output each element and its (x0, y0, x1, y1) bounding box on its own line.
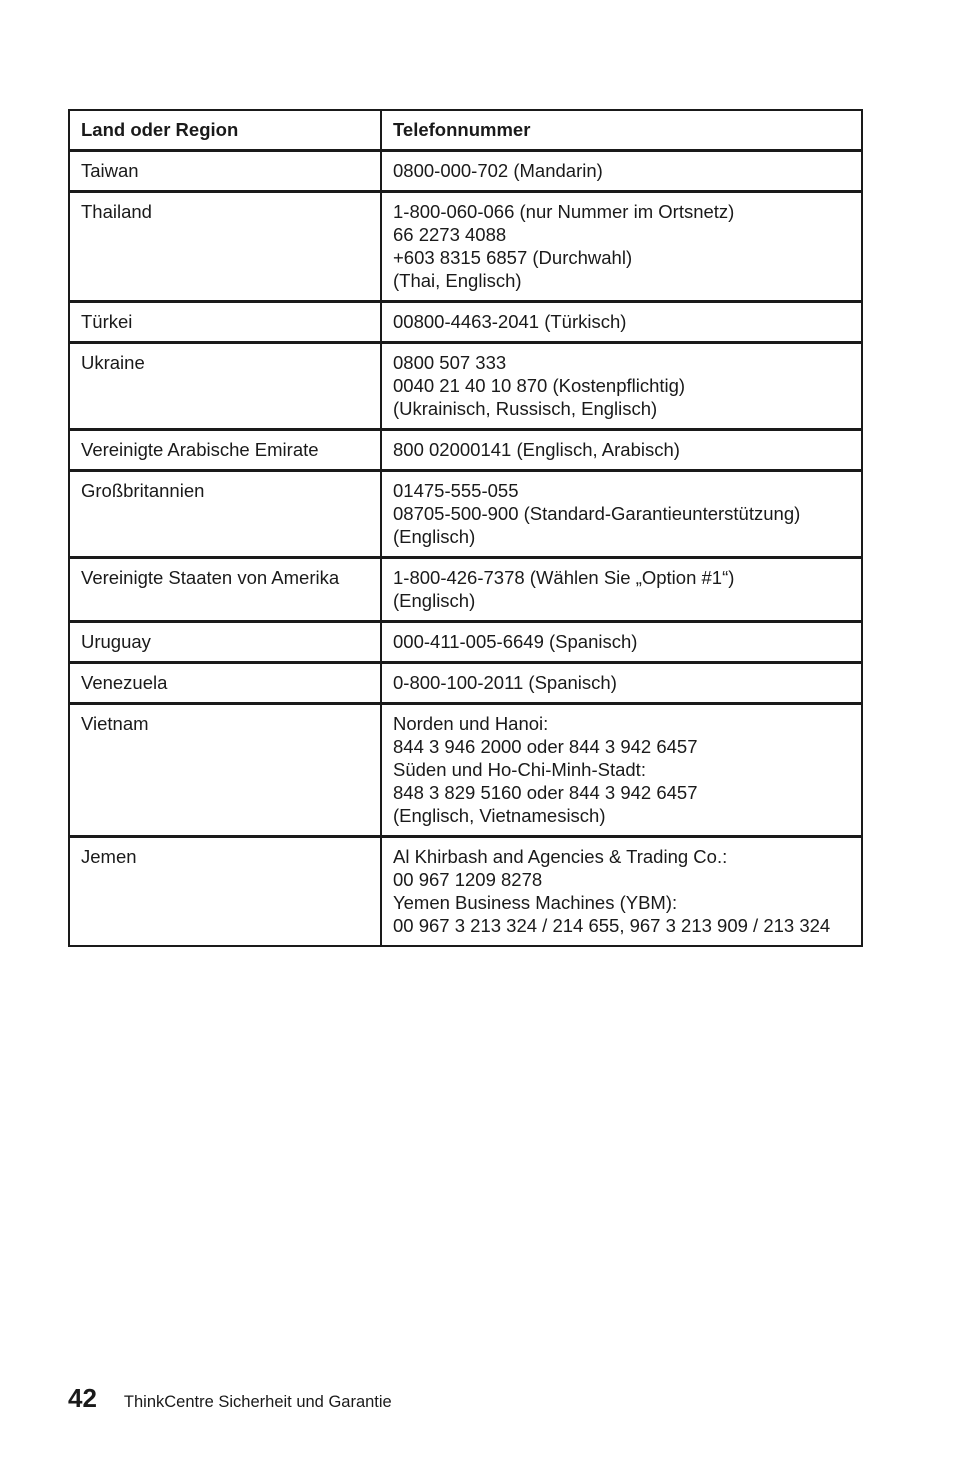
country-cell: Ukraine (69, 343, 381, 430)
country-cell: Jemen (69, 837, 381, 947)
phone-line: 08705-500-900 (Standard-Garantieunterstützung) (393, 503, 801, 524)
phone-line: 848 3 829 5160 oder 844 3 942 6457 (393, 782, 698, 803)
table-body (69, 151, 862, 947)
country-cell: Taiwan (69, 151, 381, 192)
phone-line: (Englisch) (393, 590, 476, 611)
phone-line: 000-411-005-6649 (Spanisch) (393, 631, 638, 652)
phone-line: 01475-555-055 (393, 480, 519, 501)
phone-line: (Englisch) (393, 526, 476, 547)
phone-line: 0800-000-702 (Mandarin) (393, 160, 603, 181)
country-cell: Türkei (69, 302, 381, 343)
phone-line: 00800-4463-2041 (Türkisch) (393, 311, 627, 332)
phone-line: 0-800-100-2011 (Spanisch) (393, 672, 617, 693)
phone-line: 00 967 1209 8278 (393, 869, 543, 890)
phone-cell (381, 471, 862, 558)
table-header-row (69, 110, 862, 151)
table-row (69, 558, 862, 622)
country-cell: Uruguay (69, 622, 381, 663)
phone-line: Norden und Hanoi: (393, 713, 549, 734)
phone-cell (381, 430, 862, 471)
phone-cell (381, 302, 862, 343)
phone-line: 1-800-426-7378 (Wählen Sie „Option #1“) (393, 567, 735, 588)
phone-line: (Thai, Englisch) (393, 270, 522, 291)
table-row (69, 192, 862, 302)
country-cell: Thailand (69, 192, 381, 302)
phone-line: +603 8315 6857 (Durchwahl) (393, 247, 633, 268)
page-number: 42 (68, 1383, 97, 1413)
phone-line: 0800 507 333 (393, 352, 507, 373)
table-row (69, 471, 862, 558)
phone-line: 1-800-060-066 (nur Nummer im Ortsnetz) (393, 201, 735, 222)
table-row (69, 837, 862, 947)
table-row (69, 622, 862, 663)
table-row (69, 302, 862, 343)
country-cell: Großbritannien (69, 471, 381, 558)
phone-cell (381, 192, 862, 302)
header-country: Land oder Region (69, 110, 381, 151)
phone-cell (381, 663, 862, 704)
phone-line: (Ukrainisch, Russisch, Englisch) (393, 398, 658, 419)
support-phone-table (68, 109, 863, 947)
country-cell: Venezuela (69, 663, 381, 704)
phone-cell (381, 837, 862, 947)
phone-line: 844 3 946 2000 oder 844 3 942 6457 (393, 736, 698, 757)
page-footer (68, 1383, 392, 1417)
phone-line: Al Khirbash and Agencies & Trading Co.: (393, 846, 728, 867)
table-row (69, 663, 862, 704)
phone-cell (381, 343, 862, 430)
country-cell: Vereinigte Arabische Emirate (69, 430, 381, 471)
phone-cell (381, 151, 862, 192)
phone-cell (381, 622, 862, 663)
header-phone: Telefonnummer (381, 110, 862, 151)
phone-line: Yemen Business Machines (YBM): (393, 892, 678, 913)
phone-line: 00 967 3 213 324 / 214 655, 967 3 213 909 / 213 324 (393, 915, 831, 936)
running-title: ThinkCentre Sicherheit und Garantie (123, 1393, 392, 1411)
table-row (69, 151, 862, 192)
phone-line: (Englisch, Vietnamesisch) (393, 805, 606, 826)
phone-cell (381, 704, 862, 837)
phone-line: Süden und Ho-Chi-Minh-Stadt: (393, 759, 646, 780)
country-cell: Vereinigte Staaten von Amerika (69, 558, 381, 622)
table-row (69, 704, 862, 837)
phone-line: 0040 21 40 10 870 (Kostenpflichtig) (393, 375, 686, 396)
country-cell: Vietnam (69, 704, 381, 837)
phone-cell (381, 558, 862, 622)
table-row (69, 430, 862, 471)
phone-line: 66 2273 4088 (393, 224, 507, 245)
phone-line: 800 02000141 (Englisch, Arabisch) (393, 439, 680, 460)
table-row (69, 343, 862, 430)
